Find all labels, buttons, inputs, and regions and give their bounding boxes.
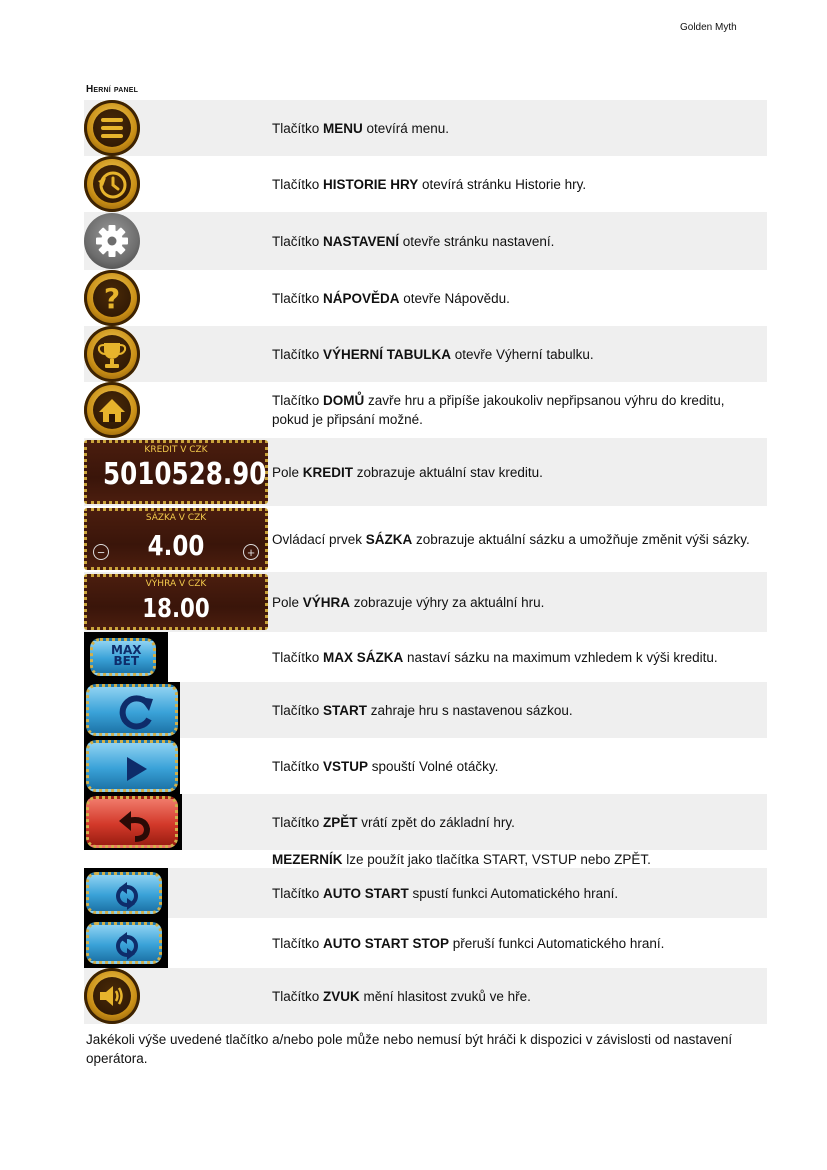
paytable-icon-cell xyxy=(84,326,270,382)
round-icon-frame xyxy=(84,968,140,1024)
maxbet-control-name: MAX SÁZKA xyxy=(323,649,404,665)
question-icon[interactable] xyxy=(84,270,140,326)
autostart-icon-cell xyxy=(84,868,270,918)
start-icon-cell xyxy=(84,682,270,738)
space-control-name: MEZERNÍK xyxy=(272,851,343,867)
space-description: MEZERNÍK lze použít jako tlačítka START, VSTUP nebo ZPĚT. xyxy=(272,851,651,867)
panel-row-win xyxy=(84,572,767,632)
panel-row-menu xyxy=(84,100,767,156)
game-panel-table xyxy=(84,100,767,1024)
maxbet-icon-cell xyxy=(84,632,270,682)
settings-icon-cell xyxy=(84,212,270,270)
paytable-control-name: VÝHERNÍ TABULKA xyxy=(323,346,452,362)
bet-value-panel[interactable] xyxy=(84,508,268,570)
help-icon-cell xyxy=(84,270,270,326)
round-icon-frame xyxy=(84,213,140,269)
max-bet-icon-text: MAX BET xyxy=(111,643,142,668)
bet-panel-value: 4.00 xyxy=(147,529,205,562)
home-control-name: DOMŮ xyxy=(323,393,365,408)
panel-row-bet xyxy=(84,506,767,572)
home-icon[interactable] xyxy=(84,382,140,438)
menu-icon-cell xyxy=(84,100,270,156)
round-icon-frame xyxy=(84,100,140,156)
win-panel-value: 18.00 xyxy=(142,594,210,624)
credit-description: Pole KREDIT zobrazuje aktuální stav kreditu. xyxy=(272,464,543,480)
bet-panel-label: SÁZKA V CZK xyxy=(145,513,207,523)
panel-row-start xyxy=(84,682,767,738)
credit-control-name: KREDIT xyxy=(302,464,354,480)
home-icon-cell xyxy=(84,382,270,438)
sound-icon-cell xyxy=(84,968,270,1024)
start-control-name: START xyxy=(323,702,368,718)
increase-bet-button[interactable]: + xyxy=(243,544,259,560)
svg-text:?: ? xyxy=(103,282,121,315)
back-description: Tlačítko ZPĚT vrátí zpět do základní hry. xyxy=(272,814,515,830)
autoplay-icon[interactable] xyxy=(86,872,162,914)
sound-control-name: ZVUK xyxy=(323,988,360,1004)
autoplay-stop-icon[interactable] xyxy=(86,922,162,964)
start-button[interactable] xyxy=(86,684,178,736)
round-icon-frame xyxy=(84,156,140,212)
enter-icon-cell xyxy=(84,738,270,794)
enter-description: Tlačítko VSTUP spouští Volné otáčky. xyxy=(272,758,499,774)
back-icon-cell xyxy=(84,794,270,850)
gear-icon[interactable] xyxy=(84,213,140,269)
autostop-control-name: AUTO START STOP xyxy=(323,935,450,951)
section-title: Herní panel xyxy=(86,84,139,95)
settings-description: Tlačítko NASTAVENÍ otevře stránku nastavení. xyxy=(272,233,555,249)
decrease-bet-button[interactable]: − xyxy=(93,544,109,560)
panel-row-settings xyxy=(84,212,767,270)
autostop-description: Tlačítko AUTO START STOP přeruší funkci Automatického hraní. xyxy=(272,935,665,951)
maxbet-description: Tlačítko MAX SÁZKA nastaví sázku na maximum vzhledem k výši kreditu. xyxy=(272,649,718,665)
round-icon-frame xyxy=(84,326,140,382)
menu-description: Tlačítko MENU otevírá menu. xyxy=(272,120,450,136)
panel-row-autostart xyxy=(84,868,767,918)
win-control-name: VÝHRA xyxy=(302,594,351,610)
panel-row-enter xyxy=(84,738,767,794)
game-name: Golden Myth xyxy=(680,22,737,33)
back-button[interactable] xyxy=(86,796,178,848)
bet-icon-cell xyxy=(84,506,270,572)
bet-description: Ovládací prvek SÁZKA zobrazuje aktuální sázku a umožňuje změnit výši sázky. xyxy=(272,531,750,547)
round-icon-frame xyxy=(84,270,140,326)
panel-row-home xyxy=(84,382,767,438)
autostart-description: Tlačítko AUTO START spustí funkci Automatického hraní. xyxy=(272,885,619,901)
settings-control-name: NASTAVENÍ xyxy=(323,233,400,249)
help-control-name: NÁPOVĚDA xyxy=(323,290,400,306)
autostop-icon-cell xyxy=(84,918,270,968)
max-bet-icon[interactable] xyxy=(90,638,156,676)
history-icon-cell xyxy=(84,156,270,212)
back-control-name: ZPĚT xyxy=(323,814,358,830)
help-description: Tlačítko NÁPOVĚDA otevře Nápovědu. xyxy=(272,290,510,306)
panel-row-maxbet xyxy=(84,632,767,682)
panel-row-space xyxy=(84,850,767,868)
panel-row-history xyxy=(84,156,767,212)
panel-row-sound xyxy=(84,968,767,1024)
win-value-panel xyxy=(84,574,268,630)
history-icon[interactable] xyxy=(84,156,140,212)
home-description: Tlačítko DOMŮ zavře hru a připíše jakoukoliv nepřipsanou výhru do kreditu, pokud je připsání možné. xyxy=(272,393,725,427)
credit-panel-value: 5010528.90 xyxy=(103,457,267,492)
paytable-description: Tlačítko VÝHERNÍ TABULKA otevře Výherní tabulku. xyxy=(272,346,594,362)
round-icon-frame xyxy=(84,382,140,438)
win-icon-cell xyxy=(84,572,270,632)
history-control-name: HISTORIE HRY xyxy=(323,176,419,192)
panel-row-paytable xyxy=(84,326,767,382)
credit-value-panel xyxy=(84,440,268,504)
enter-button[interactable] xyxy=(86,740,178,792)
panel-row-autostop xyxy=(84,918,767,968)
credit-panel-label: KREDIT V CZK xyxy=(144,445,208,455)
menu-control-name: MENU xyxy=(323,120,363,136)
menu-icon[interactable] xyxy=(84,100,140,156)
enter-control-name: VSTUP xyxy=(323,758,369,774)
start-description: Tlačítko START zahraje hru s nastavenou sázkou. xyxy=(272,702,573,718)
history-description: Tlačítko HISTORIE HRY otevírá stránku Historie hry. xyxy=(272,176,587,192)
panel-row-help xyxy=(84,270,767,326)
bet-control-name: SÁZKA xyxy=(365,531,413,547)
autostart-control-name: AUTO START xyxy=(323,885,409,901)
win-panel-label: VÝHRA V CZK xyxy=(145,579,207,589)
panel-row-back xyxy=(84,794,767,850)
panel-row-credit xyxy=(84,438,767,506)
space-icon-cell xyxy=(84,850,270,868)
credit-icon-cell xyxy=(84,438,270,506)
win-description: Pole VÝHRA zobrazuje výhry za aktuální hru. xyxy=(272,594,545,610)
speaker-icon[interactable] xyxy=(84,968,140,1024)
trophy-icon[interactable] xyxy=(84,326,140,382)
availability-note: Jakékoli výše uvedené tlačítko a/nebo pole může nebo nemusí být hráči k dispozici v závislosti od nastavení operátora. xyxy=(86,1032,733,1066)
sound-description: Tlačítko ZVUK mění hlasitost zvuků ve hře. xyxy=(272,988,531,1004)
